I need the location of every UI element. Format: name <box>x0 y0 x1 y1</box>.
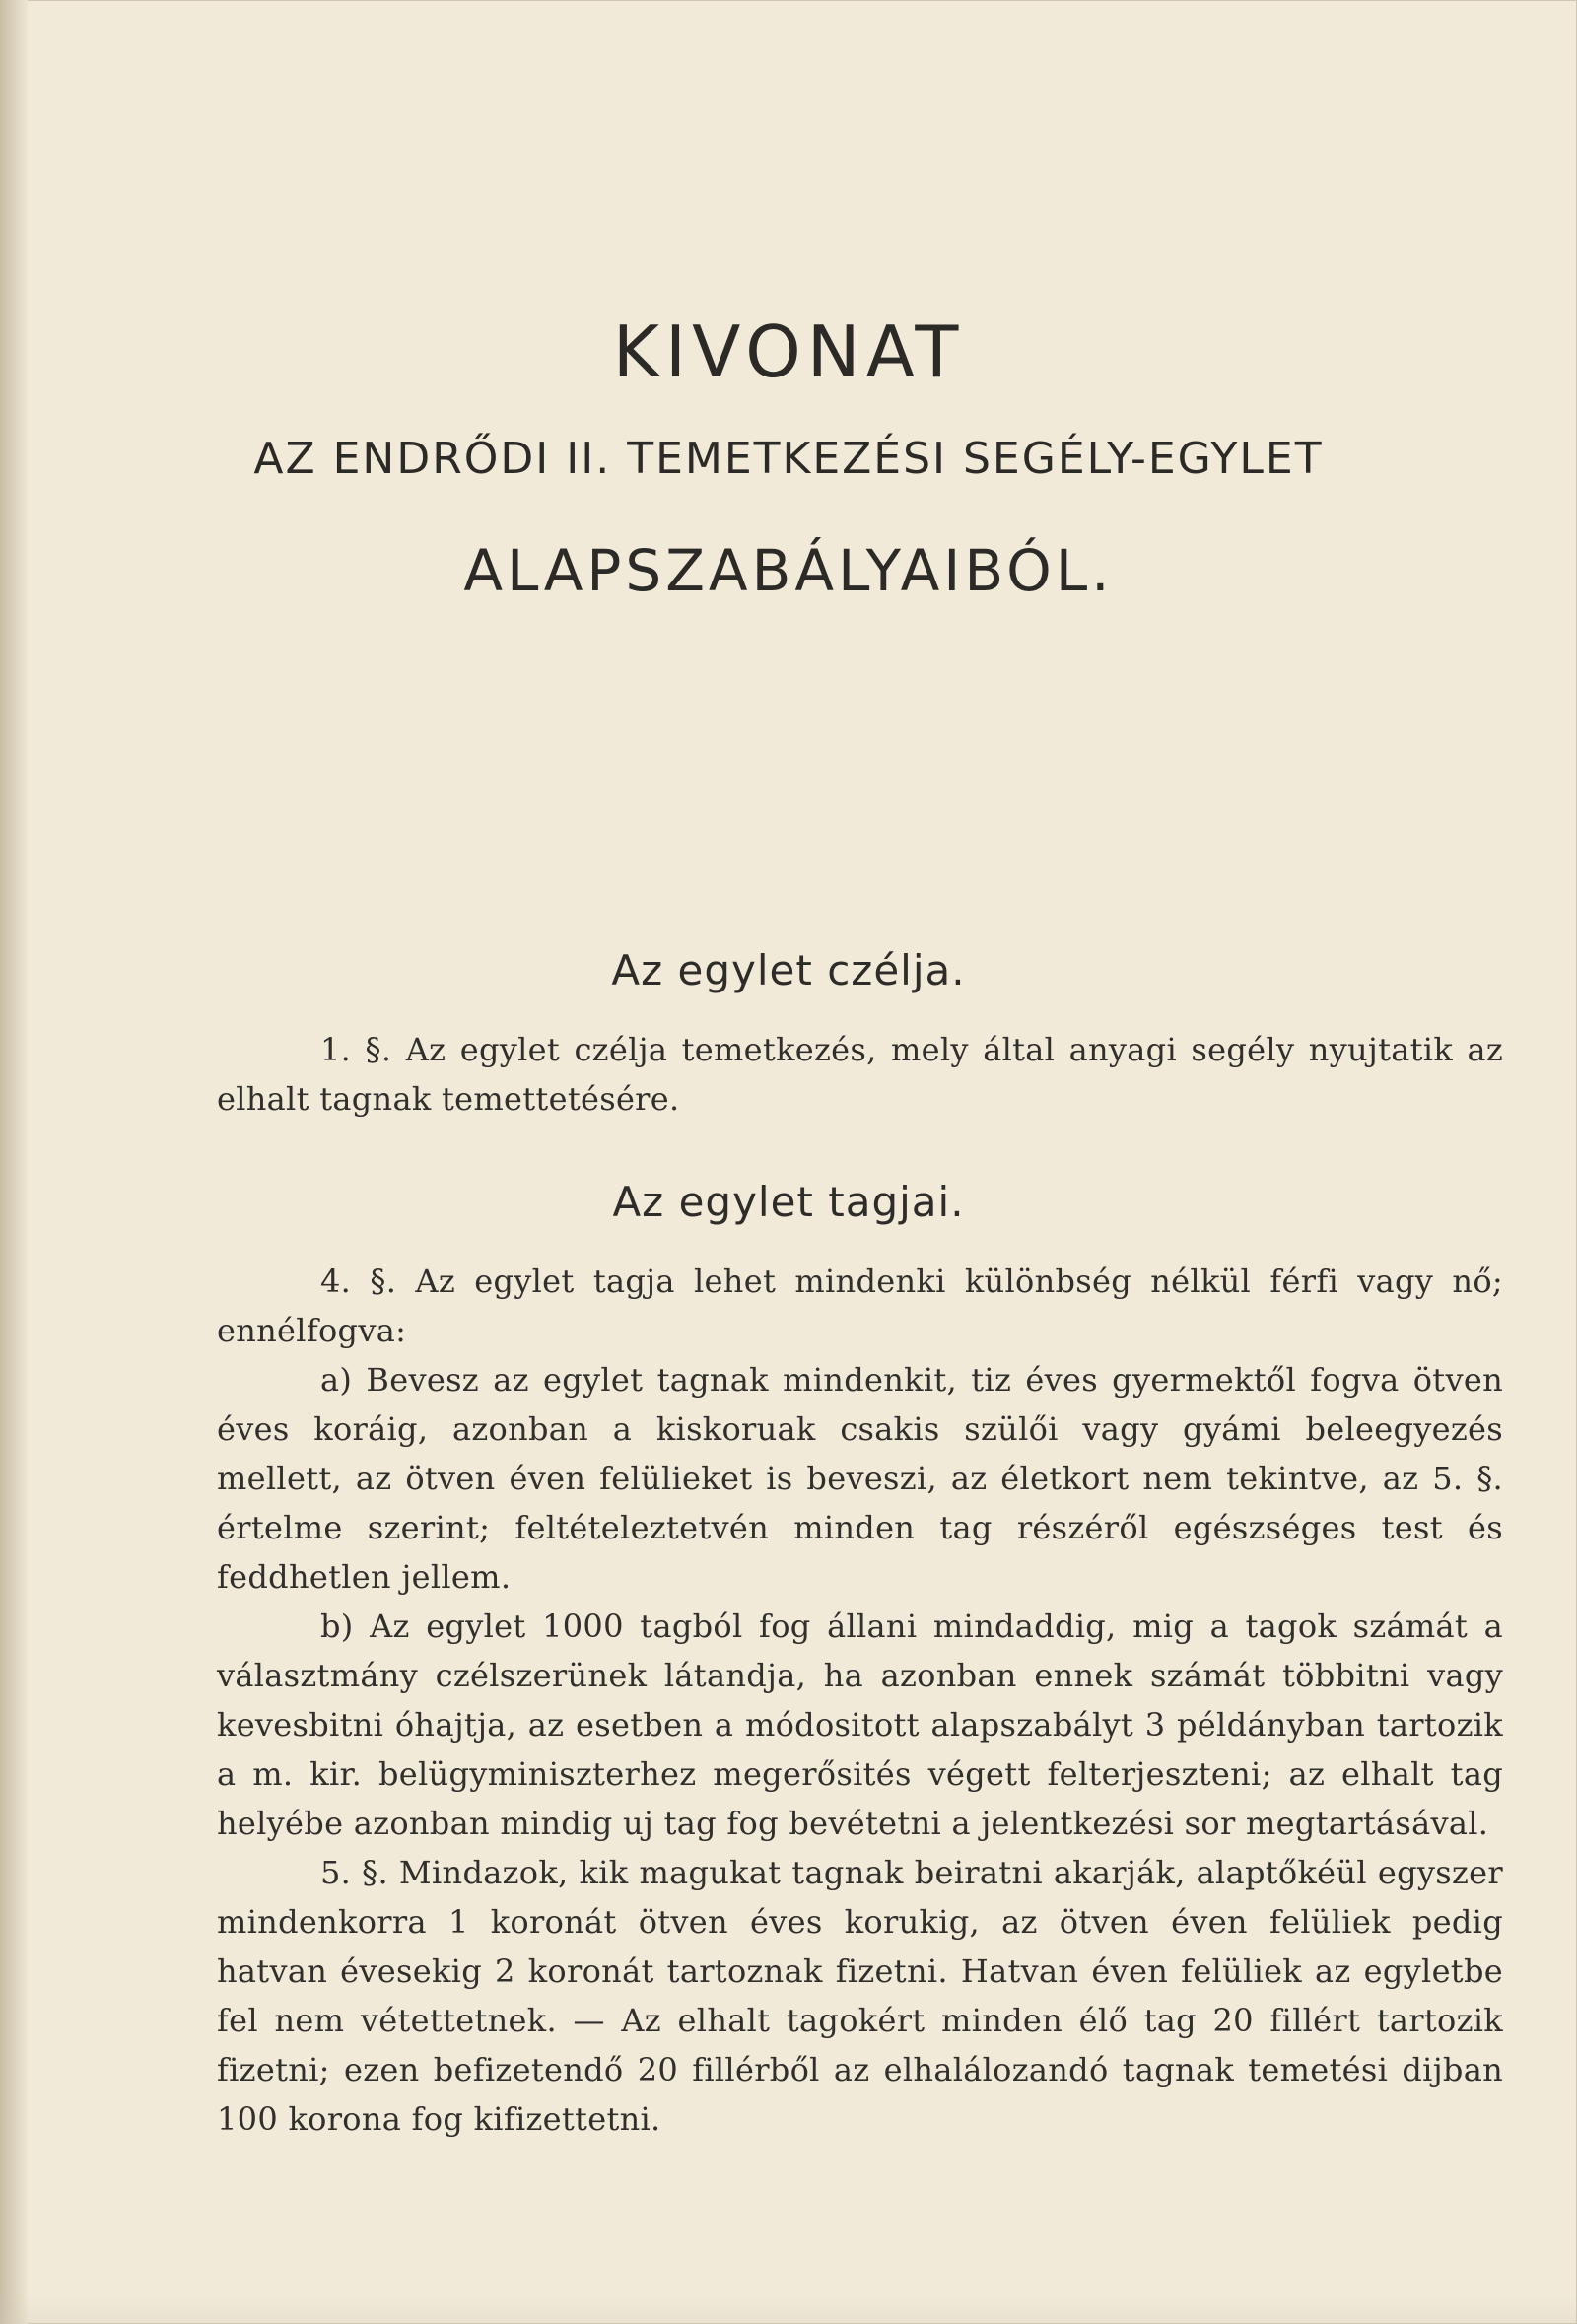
page-bottom-shadow <box>0 2294 1577 2324</box>
paragraph-5: 5. §. Mindazok, kik magukat tagnak beiratni akarják, alaptőkéül egyszer mindenkorra 1 koronát ötven éves korukig, az ötven éven felüliek pedig hatvan évesekig 2 koronát tartoznak fizetni. Hatvan éven felüliek az egyletbe fel nem vétettetnek. — Az elhalt tagokért minden élő tag 20 fillért tartozik fizetni; ezen befizetendő 20 fillérből az elhalálozandó tagnak temetési dijban 100 korona fog kifizettetni. <box>217 1854 1503 2138</box>
paragraph-1: 1. §. Az egylet czélja temetkezés, mely által anyagi segély nyujtatik az elhalt tagnak temettetésére. <box>217 1031 1503 1118</box>
paragraph-4: 4. §. Az egylet tagja lehet mindenki különbség nélkül férfi vagy nő; ennélfogva: <box>217 1263 1503 1349</box>
document-title: KIVONAT <box>612 310 965 393</box>
section-heading-members: Az egylet tagjai. <box>612 1178 965 1226</box>
document-sub-heading: ALAPSZABÁLYAIBÓL. <box>463 537 1114 604</box>
paragraph-4a: a) Bevesz az egylet tagnak mindenkit, tiz éves gyermektől fogva ötven éves koráig, azonban a kiskoruak csakis szülői vagy gyámi beleegyezés mellett, az ötven éven felülieket is beveszi, az életkort nem tekintve, az 5. §. értelme szerint; feltételeztetvén minden tag részéről egészséges test és feddhetlen jellem. <box>217 1361 1503 1596</box>
section-body-purpose <box>217 1025 1503 1124</box>
paragraph-4b: b) Az egylet 1000 tagból fog állani mindaddig, mig a tagok számát a választmány czélszerünek látandja, ha azonban ennek számát többitni vagy kevesbitni óhajtja, az esetben a módositott alapszabályt 3 példányban tartozik a m. kir. belügyminiszterhez megerősités végett felterjeszteni; az elhalt tag helyébe azonban mindig uj tag fog bevétetni a jelentkezési sor megtartásával. <box>217 1607 1503 1842</box>
document-subtitle: AZ ENDRŐDI II. TEMETKEZÉSI SEGÉLY-EGYLET <box>253 434 1324 484</box>
section-heading-purpose: Az egylet czélja. <box>611 946 966 994</box>
section-body-members <box>217 1257 1503 2144</box>
